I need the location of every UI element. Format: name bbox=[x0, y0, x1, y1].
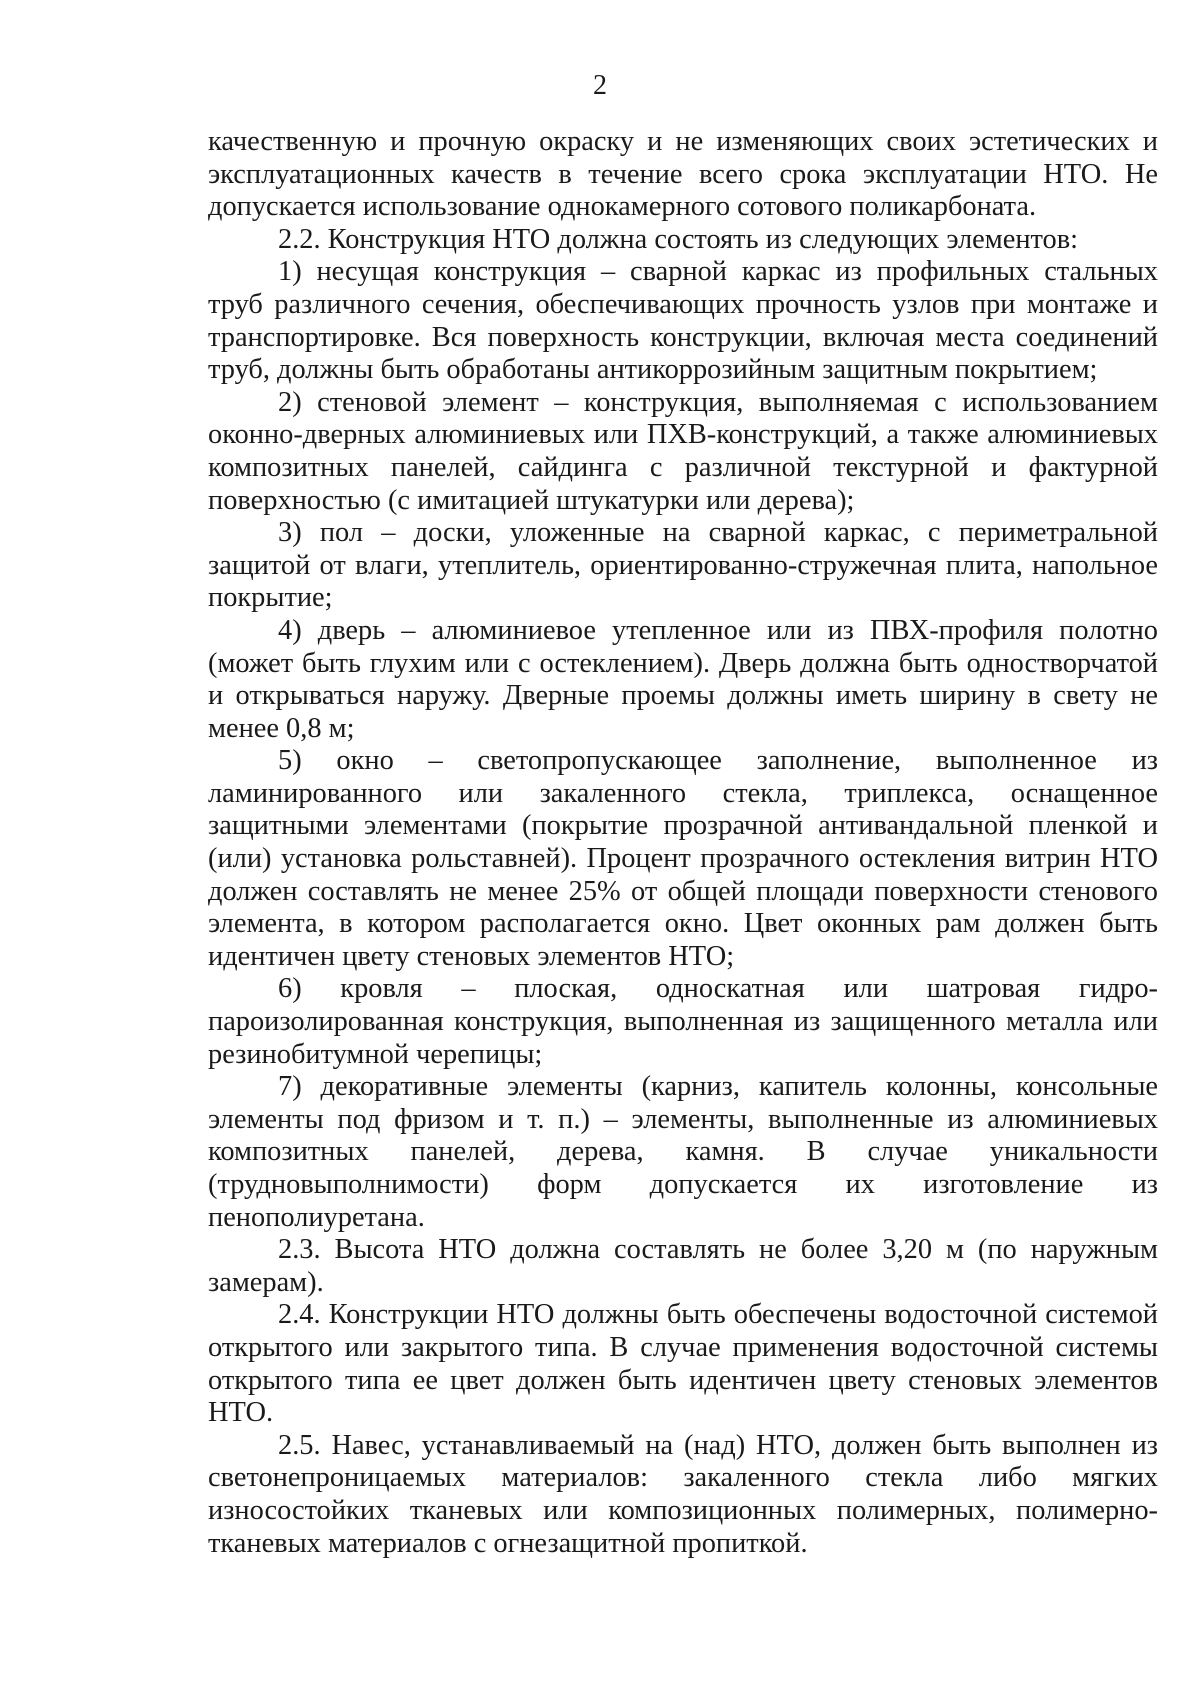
paragraph-item-3-floor: 3) пол – доски, уложенные на сварной каркас, с периметральной защитой от влаги, утеплитель, ориентированно-стружечная плита, напольное покрытие; bbox=[208, 517, 1158, 614]
paragraph-item-2-wall: 2) стеновой элемент – конструкция, выполняемая с использованием оконно-дверных алюминиевых или ПХВ-конструкций, а также алюминиевых композитных панелей, сайдинга с различной текстурной и фактурной поверхностью (с имитацией штукатурки или дерева); bbox=[208, 386, 1158, 516]
paragraph-item-4-door: 4) дверь – алюминиевое утепленное или из ПВХ-профиля полотно (может быть глухим или с остеклением). Дверь должна быть одностворчатой и открываться наружу. Дверные проемы должны иметь ширину в свету не менее 0,8 м; bbox=[208, 614, 1158, 744]
page-number: 2 bbox=[593, 70, 607, 101]
paragraph-section-2-5: 2.5. Навес, устанавливаемый на (над) НТО, должен быть выполнен из светонепроницаемых материалов: закаленного стекла либо мягких износостойких тканевых или композиционных полимерных, полимерно-тканевых материалов с огнезащитной пропиткой. bbox=[208, 1429, 1158, 1559]
paragraph-section-2-2: 2.2. Конструкция НТО должна состоять из следующих элементов: bbox=[278, 223, 1079, 255]
paragraph-continuation: качественную и прочную окраску и не изменяющих своих эстетических и эксплуатационных качеств в течение всего срока эксплуатации НТО. Не допускается использование однокамерного сотового поликарбоната. bbox=[208, 126, 1158, 223]
paragraph-item-1-load-bearing: 1) несущая конструкция – сварной каркас из профильных стальных труб различного сечения, обеспечивающих прочность узлов при монтаже и транспортировке. Вся поверхность конструкции, включая места соединений труб, должны быть обработаны антикоррозийным защитным покрытием; bbox=[208, 256, 1158, 386]
paragraph-section-2-4: 2.4. Конструкции НТО должны быть обеспечены водосточной системой открытого или закрытого типа. В случае применения водосточной системы открытого типа ее цвет должен быть идентичен цвету стеновых элементов НТО. bbox=[208, 1299, 1158, 1429]
paragraph-item-6-roof: 6) кровля – плоская, односкатная или шатровая гидро-пароизолированная конструкция, выполненная из защищенного металла или резинобитумной черепицы; bbox=[208, 973, 1158, 1070]
document-body bbox=[208, 126, 1158, 1560]
paragraph-item-7-decorative: 7) декоративные элементы (карниз, капитель колонны, консольные элементы под фризом и т. п.) – элементы, выполненные из алюминиевых композитных панелей, дерева, камня. В случае уникальности (трудновыполнимости) форм допускается их изготовление из пенополиуретана. bbox=[208, 1071, 1158, 1233]
paragraph-item-5-window: 5) окно – светопропускающее заполнение, выполненное из ламинированного или закаленного стекла, триплекса, оснащенное защитными элементами (покрытие прозрачной антивандальной пленкой и (или) установка рольставней). Процент прозрачного остекления витрин НТО должен составлять не менее 25% от общей площади поверхности стенового элемента, в котором располагается окно. Цвет оконных рам должен быть идентичен цвету стеновых элементов НТО; bbox=[208, 745, 1158, 972]
paragraph-section-2-3: 2.3. Высота НТО должна составлять не более 3,20 м (по наружным замерам). bbox=[208, 1234, 1158, 1298]
